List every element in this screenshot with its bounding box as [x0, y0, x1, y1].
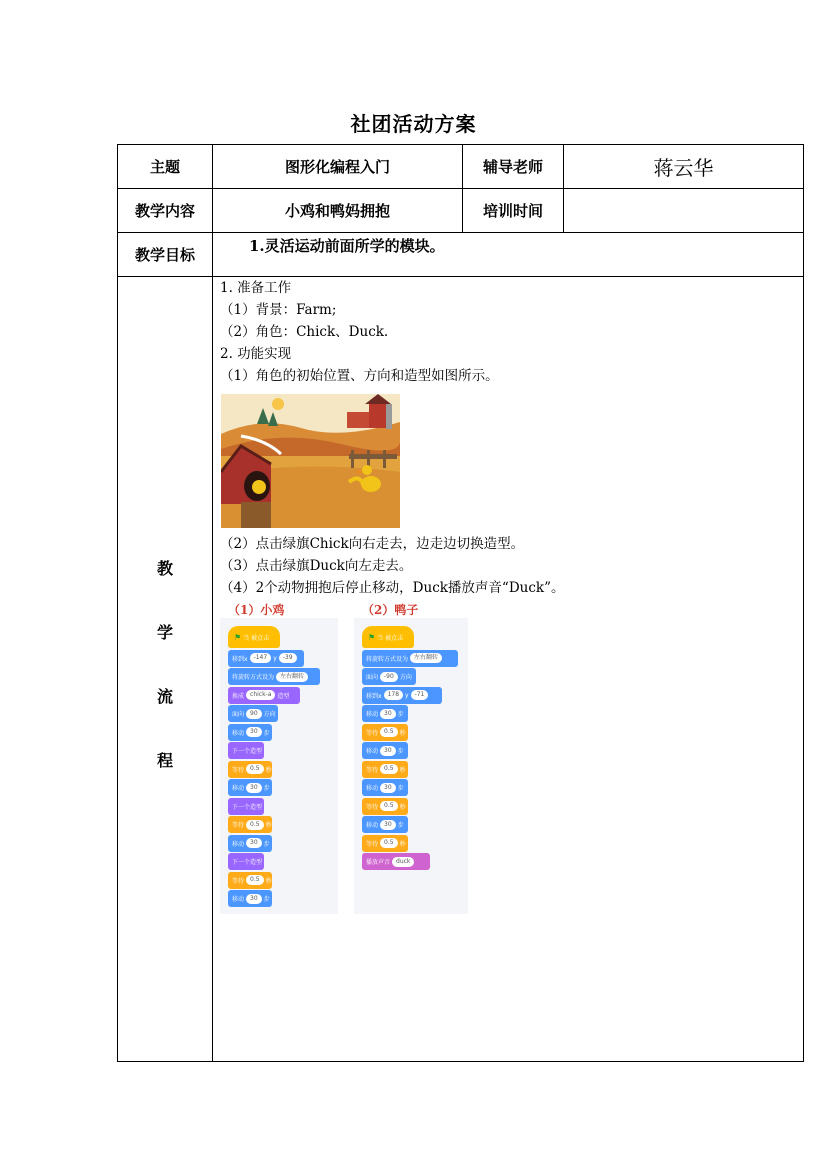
- play-sound-block[interactable]: 播放声音 duck: [362, 853, 430, 870]
- time-value: [564, 189, 804, 233]
- teacher-label: 辅导老师: [463, 145, 564, 189]
- wait-block[interactable]: 等待 0.5 秒: [228, 872, 272, 889]
- chick-script: [220, 602, 338, 914]
- green-flag-icon: ⚑: [234, 632, 242, 642]
- point-direction-block[interactable]: 面向 90 方向: [228, 705, 278, 722]
- when-flag-clicked-block[interactable]: ⚑ 当 被点击: [362, 626, 414, 648]
- move-steps-block[interactable]: 移动 30 步: [228, 779, 272, 796]
- wait-block[interactable]: 等待 0.5 秒: [362, 761, 408, 778]
- teacher-value: 蒋云华: [564, 145, 804, 189]
- step-line: （4）2个动物拥抱后停止移动，Duck播放声音“Duck”。: [220, 580, 565, 596]
- chick-script-heading: （1）小鸡: [228, 603, 285, 617]
- chick-script-panel: [220, 618, 338, 914]
- document-title: 社团活动方案: [350, 112, 477, 136]
- point-direction-block[interactable]: 面向 -90 方向: [362, 668, 416, 685]
- next-costume-block[interactable]: 下一个造型: [228, 742, 264, 759]
- process-content-cell: [213, 277, 804, 1062]
- switch-costume-block[interactable]: 换成 chick-a 造型: [228, 687, 300, 704]
- move-steps-block[interactable]: 移动 30 步: [228, 835, 272, 852]
- move-steps-block[interactable]: 移动 30 步: [362, 779, 408, 796]
- topic-label: 主题: [118, 145, 213, 189]
- time-label: 培训时间: [463, 189, 564, 233]
- step-line: （2）点击绿旗Chick向右走去，边走边切换造型。: [220, 536, 525, 552]
- farm-scene-illustration: [221, 394, 400, 528]
- step-line: （1）背景：Farm;: [220, 302, 337, 318]
- step-line: 1. 准备工作: [220, 280, 292, 296]
- go-to-xy-block[interactable]: 移到x 178 y -71: [362, 687, 442, 704]
- content-label: 教学内容: [118, 189, 213, 233]
- step-line: （2）角色：Chick、Duck.: [220, 324, 389, 340]
- go-to-xy-block[interactable]: 移到x -147 y -39: [228, 650, 304, 667]
- move-steps-block[interactable]: 移动 30 步: [362, 705, 408, 722]
- step-line: （3）点击绿旗Duck向左走去。: [220, 558, 413, 574]
- wait-block[interactable]: 等待 0.5 秒: [228, 761, 272, 778]
- code-blocks-area: [220, 602, 803, 914]
- duck-script: [354, 602, 468, 914]
- move-steps-block[interactable]: 移动 30 步: [362, 816, 408, 833]
- rotation-style-block[interactable]: 将旋转方式设为 左右翻转: [362, 650, 458, 667]
- step-line: （1）角色的初始位置、方向和造型如图所示。: [220, 368, 499, 384]
- next-costume-block[interactable]: 下一个造型: [228, 853, 264, 870]
- move-steps-block[interactable]: 移动 30 步: [362, 742, 408, 759]
- wait-block[interactable]: 等待 0.5 秒: [362, 798, 408, 815]
- step-line: 2. 功能实现: [220, 346, 292, 362]
- move-steps-block[interactable]: 移动 30 步: [228, 724, 272, 741]
- process-label-cell: [118, 277, 213, 1062]
- topic-value: 图形化编程入门: [213, 145, 463, 189]
- process-label-char: 教: [156, 559, 173, 578]
- activity-plan-table: [117, 144, 804, 1062]
- process-label-char: 学: [156, 623, 173, 642]
- duck-script-panel: [354, 618, 468, 914]
- content-value: 小鸡和鸭妈拥抱: [213, 189, 463, 233]
- wait-block[interactable]: 等待 0.5 秒: [362, 835, 408, 852]
- green-flag-icon: ⚑: [368, 632, 376, 642]
- wait-block[interactable]: 等待 0.5 秒: [362, 724, 408, 741]
- process-label-char: 流: [156, 687, 173, 706]
- goal-label: 教学目标: [118, 233, 213, 277]
- when-flag-clicked-block[interactable]: ⚑ 当 被点击: [228, 626, 280, 648]
- rotation-style-block[interactable]: 将旋转方式设为 左右翻转: [228, 668, 320, 685]
- goal-value: 1.灵活运动前面所学的模块。: [213, 233, 804, 277]
- process-label-char: 程: [156, 751, 173, 770]
- move-steps-block[interactable]: 移动 30 步: [228, 890, 272, 907]
- wait-block[interactable]: 等待 0.5 秒: [228, 816, 272, 833]
- next-costume-block[interactable]: 下一个造型: [228, 798, 264, 815]
- duck-script-heading: （2）鸭子: [362, 603, 419, 617]
